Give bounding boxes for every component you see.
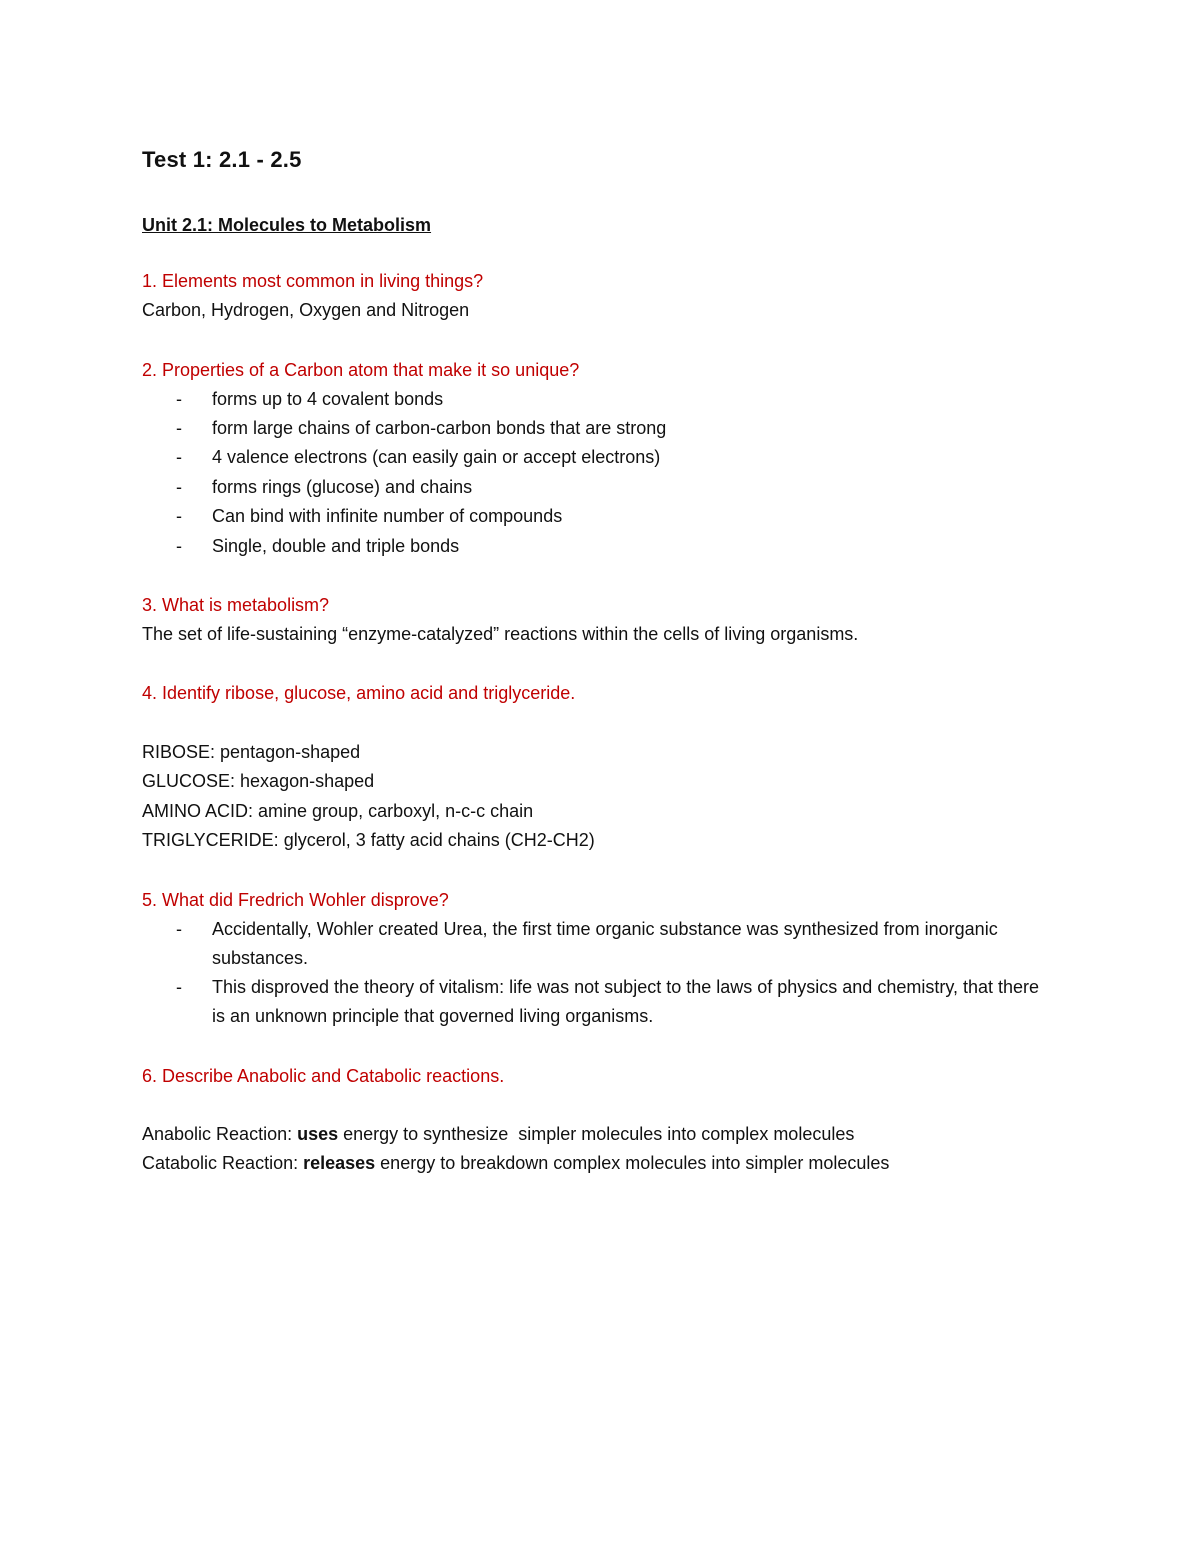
question-3: 3. What is metabolism?	[142, 595, 330, 615]
unit-heading: Unit 2.1: Molecules to Metabolism	[142, 215, 432, 235]
question-2: 2. Properties of a Carbon atom that make it so unique?	[142, 360, 580, 380]
question-5: 5. What did Fredrich Wohler disprove?	[142, 890, 449, 910]
document-title: Test 1: 2.1 - 2.5	[142, 147, 302, 172]
bullet-item: - Can bind with infinite number of compounds	[176, 506, 563, 526]
bullet-item: - forms up to 4 covalent bonds	[176, 389, 444, 409]
bullet-item: - 4 valence electrons (can easily gain or accept electrons)	[176, 447, 661, 467]
question-4: 4. Identify ribose, glucose, amino acid and triglyceride.	[142, 683, 576, 703]
bullet-item: - forms rings (glucose) and chains	[176, 477, 473, 497]
bullet-item: - Single, double and triple bonds	[176, 536, 460, 556]
question-1: 1. Elements most common in living things?	[142, 271, 484, 291]
catabolic-reaction: Catabolic Reaction: releases energy to breakdown complex molecules into simpler molecules	[142, 1153, 890, 1173]
definition-triglyceride: TRIGLYCERIDE: glycerol, 3 fatty acid chains (CH2-CH2)	[142, 830, 595, 850]
question-6: 6. Describe Anabolic and Catabolic reactions.	[142, 1066, 505, 1086]
bullet-item: - Accidentally, Wohler created Urea, the first time organic substance was synthesized from inorganic substances.	[176, 919, 998, 968]
definition-amino-acid: AMINO ACID: amine group, carboxyl, n-c-c chain	[142, 801, 534, 821]
definition-ribose: RIBOSE: pentagon-shaped	[142, 742, 361, 762]
anabolic-reaction: Anabolic Reaction: uses energy to synthesize simpler molecules into complex molecules	[142, 1124, 855, 1144]
answer-1: Carbon, Hydrogen, Oxygen and Nitrogen	[142, 300, 470, 320]
bullet-item: - form large chains of carbon-carbon bonds that are strong	[176, 418, 667, 438]
definition-glucose: GLUCOSE: hexagon-shaped	[142, 771, 375, 791]
bullet-item: - This disproved the theory of vitalism: life was not subject to the laws of physics and chemistry, that there is an unknown principle that governed living organisms.	[176, 977, 1040, 1026]
answer-3: The set of life-sustaining “enzyme-catalyzed” reactions within the cells of living organisms.	[142, 624, 859, 644]
